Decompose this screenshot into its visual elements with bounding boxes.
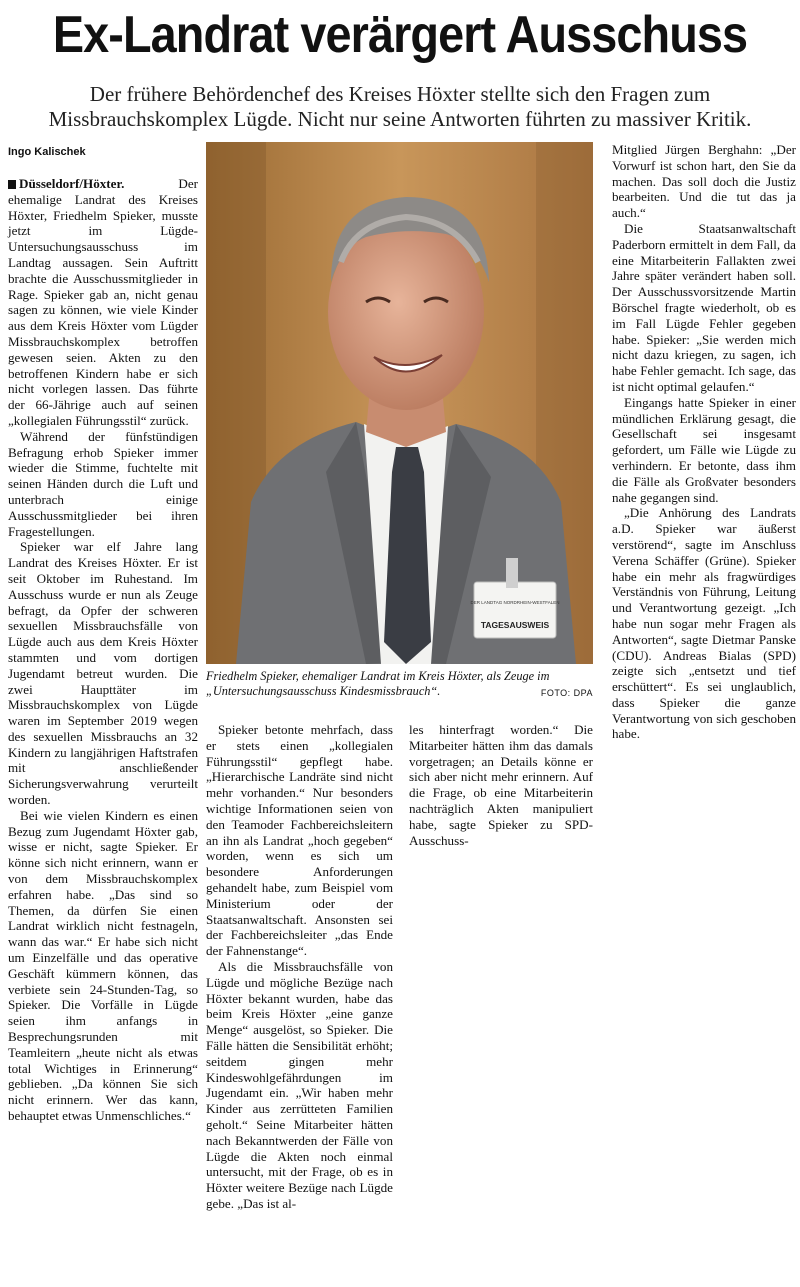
dateline-square-icon (8, 180, 16, 189)
dateline: Düsseldorf/Höxter. (19, 176, 125, 191)
paragraph: Spieker war elf Jahre lang Landrat des Kreises Höxter. Er ist seit Oktober im Ruhestand. Im Ausschuss wurde er nun als Zeuge befragt, da Opfer der schweren sexuellen Missbrauchsfälle von Lügde auch aus dem Kreis Höxter stammten und vom dortigen Jugendamt betreut wurden. Die zwei Haupttäter im Missbrauchskomplex von Lügde waren im September 2019 wegen des sexuellen Missbrauchs an 32 Kindern zu langjährigen Haftstrafen mit anschließender Sicherungsverwahrung verurteilt worden. (8, 539, 198, 808)
photo-credit: FOTO: DPA (540, 688, 593, 698)
article-photo (206, 142, 593, 664)
badge-org-text: DER LANDTAG NORDRHEIN-WESTFALEN (470, 600, 560, 605)
subheadline: Der frühere Behördenchef des Kreises Höxter stellte sich den Fragen zum Missbrauchskomplex Lügde. Nicht nur seine Antworten führten zu massiver Kritik. (48, 82, 752, 131)
article-column-3 (409, 722, 593, 848)
paragraph: Eingangs hatte Spieker in einer mündlichen Erklärung gesagt, die Gesellschaft sei insgesamt gefordert, um Fälle wie Lügde zu verhindern. Er betonte, dass ihm die Fälle als Großvater besonders nahe gegangen sind. (612, 394, 796, 505)
article-column-1 (8, 176, 198, 1124)
byline: Ingo Kalischek (8, 146, 86, 158)
caption-text: Friedhelm Spieker, ehemaliger Landrat im Kreis Höxter, als Zeuge im „Untersuchungsausschuss Kindesmissbrauch“. (206, 669, 550, 698)
paragraph: Als die Missbrauchsfälle von Lügde und mögliche Bezüge nach Höxter bekannt wurden, habe das beim Kreis Höxter „eine ganze Menge“ ausgelöst, so Spieker. Die Fälle hätten die Sensibilität erhöht; seitdem gingen mehr Kindeswohlgefährdungen im Jugendamt ein. „Wir haben mehr Kinder aus zerrütteten Familien geholt.“ Seine Mitarbeiter hätten nach Bekanntwerden der Fälle von Lügde die Akten noch einmal untersucht, mit der Frage, ob es in Höxter weitere Bezüge nach Lügde gebe. „Das ist al- (206, 958, 393, 1211)
headline: Ex-Landrat verärgert Ausschuss (52, 6, 748, 64)
paragraph: Während der fünfstündigen Befragung erhob Spieker immer wieder die Stimme, fuchtelte mit seinen Händen durch die Luft und unterbrach einige Ausschussmitglieder bei ihren Fragestellungen. (8, 428, 198, 539)
paragraph: „Die Anhörung des Landrats a.D. Spieker war äußerst verstörend“, sagte im Anschluss Verena Schäffer (Grüne). Spieker habe ein mehr als fragwürdiges Verständnis von Führung, Leitung und Verantwortung gezeigt. „Ich habe nun sogar mehr Fragen als Antworten“, sagte Dietmar Panske (CDU). Andreas Bialas (SPD) zeigte sich „entsetzt und tief erschüttert“. Es sei unglaublich, dass Spieker die ganze Verantwortung von sich geschoben habe. (612, 505, 796, 742)
lead-text: Der ehemalige Landrat des Kreises Höxter, Friedhelm Spieker, musste jetzt im Lügde-Untersuchungsausschuss im Landtag aussagen. Sein Auftritt brachte die Ausschussmitglieder in Rage. Spieker gab an, nicht genau sagen zu können, wie viele Kinder aus dem Kreis Höxter vom Lügder Missbrauchskomplex betroffen gewesen seien. Akten zu den betroffenen Kindern habe er sich nicht vorlegen lassen. Das führte der 66-Jährige auch auf seinen „kollegialen Führungsstil“ zurück. (8, 176, 198, 428)
paragraph: Bei wie vielen Kindern es einen Bezug zum Jugendamt Höxter gab, wisse er nicht, sagte Spieker. Er könne sich nicht erinnern, wann er von dem Missbrauchskomplex erfahren habe. „Das sind so Themen, da dürfen Sie einen Landrat wirklich nicht festnageln, wann das war.“ Er habe sich nicht um Einzelfälle und das operative Geschäft kümmern können, das verbiete sein 24-Stunden-Tag, so Spieker. Die Vorfälle in Lügde seien ihm anfangs in Besprechungsrunden mit Teamleitern „heute nicht als etwas total Wichtiges in Erinnerung“ geblieben. „Da können Sie sich nicht erinnern. Wer das kann, behauptet etwas Unmenschliches.“ (8, 807, 198, 1124)
badge-text: TAGESAUSWEIS (480, 620, 550, 630)
paragraph: Die Staatsanwaltschaft Paderborn ermittelt in dem Fall, da eine Mitarbeiterin Fallakten zwei Jahre später verändert haben soll. Der Ausschussvorsitzende Martin Börschel fragte wiederholt, ob es im Fall Lügde Fehler gegeben habe. Spieker: „Sie werden mich nicht dazu kriegen, zu sagen, ich habe Fehler gemacht. Ich sage, das ist nicht optimal gelaufen.“ (612, 220, 796, 394)
lead-paragraph (8, 176, 198, 429)
photo-caption (206, 669, 593, 701)
paragraph: Mitglied Jürgen Berghahn: „Der Vorwurf ist schon hart, den Sie da machen. Das soll doch die Justiz bearbeiten. Und die tut das ja auch.“ (612, 142, 796, 221)
article-column-2 (206, 722, 393, 1212)
paragraph: Spieker betonte mehrfach, dass er stets einen „kollegialen Führungsstil“ gepflegt habe. „Hierarchische Landräte sind nicht mehr vorhanden.“ Nur besonders wichtige Informationen seien von den Teamoder Fachbereichsleitern an ihn als Landrat „hoch gegeben“ worden, wenn es sich um besondere Anforderungen gehandelt habe, zum Beispiel vom Ministerium oder der Staatsanwaltschaft. Ansonsten sei der Fachbereichsleiter „das Ende der Fahnenstange“. (206, 722, 393, 959)
article-column-4 (612, 142, 796, 742)
portrait-illustration (206, 142, 593, 664)
paragraph: les hinterfragt worden.“ Die Mitarbeiter hätten ihm das damals vorgetragen; an Details könne er sich aber nicht mehr erinnern. Auf die Frage, ob eine Mitarbeiterin nachträglich Akten manipuliert habe, sagte Spieker zu SPD-Ausschuss- (409, 722, 593, 848)
